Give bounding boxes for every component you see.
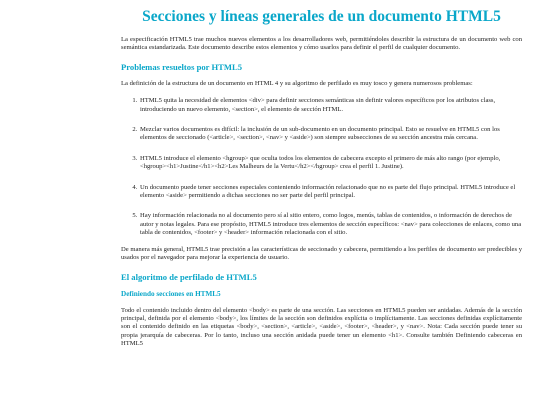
section-heading-algorithm: El algoritmo de perfilado de HTML5 [121,271,257,282]
intro-paragraph: La especificación HTML5 trae muchos nuevos elementos a los desarrolladores web, permitiéndoles describir la estructura de un documento web con semántica estandarizada. Este documento describe estos elementos y cómo usarlos para definir el perfil de cualquier documento. [121,36,522,52]
problems-list [121,97,522,237]
problems-closing-paragraph: De manera más general, HTML5 trae precisión a las características de seccionado y cabecera, permitiendo a los perfiles de documento ser predecibles y usados por el navegador para mejorar la experiencia de usuario. [121,245,522,262]
list-item: 1. HTML5 quita la necesidad de elementos <div> para definir secciones semánticas sin definir valores específicos por los atributos class, introduciendo un nuevo elemento, <section>, el elemento de sección HTML. [139,97,522,114]
list-item: 5. Hay información relacionada no al documento pero sí al sitio entero, como logos, menús, tablas de contenidos, o información de derechos de autor y notas legales. Para ese propósito, HTML5 introduce tres elementos de sección específicos: <nav> para colecciones de enlaces, como una tabla de contenidos, <footer> y <header> información relacionada con el sitio. [139,212,522,237]
page-title: Secciones y líneas generales de un documento HTML5 [142,8,501,25]
subsection-heading-defining-sections: Definiendo secciones en HTML5 [121,289,221,298]
list-item: 4. Un documento puede tener secciones especiales conteniendo información relacionado que no es parte del flujo principal. HTML5 introduce el elemento <aside> permitiendo a dichas secciones no ser parte del perfil principal. [139,184,522,201]
list-item: 3. HTML5 introduce el elemento <hgroup> que oculta todos los elementos de cabecera excepto el primero de más alto rango (por ejemplo, <hgroup><h1>Justine</h1><h2>Les Malheurs de la Vertu</h2></hgroup> crea el perfil 1. Justine). [139,155,522,172]
problems-lead-paragraph: La definición de la estructura de un documento en HTML 4 y su algoritmo de perfilado es muy tosco y genera numerosos problemas: [121,79,473,87]
section-heading-problems: Problemas resueltos por HTML5 [121,61,243,72]
algorithm-body-paragraph: Todo el contenido incluido dentro del elemento <body> es parte de una sección. Las secciones en HTML5 pueden ser anidadas. Además de la sección principal, definida por el elemento <body>, los límites de la sección son definidos explícita o implícitamente. Las secciones definidas explícitamente son el contenido definido en las etiquetas <body>, <section>, <article>, <aside>, <footer>, <header>, y <nav>. Nota: Cada sección puede tener su propia jerarquía de cabeceras. Por lo tanto, incluso una sección anidada puede tener un elemento <h1>. Consulte también Definiendo cabeceras en HTML5 [121,306,522,348]
list-item: 2. Mezclar varios documentos es difícil: la inclusión de un sub-documento en un documento principal. Esto se resuelve en HTML5 con los elementos de seccionado (<article>, <section>, <nav> y <aside>) son siempre subsecciones de su sección ancestra más cercana. [139,126,522,143]
